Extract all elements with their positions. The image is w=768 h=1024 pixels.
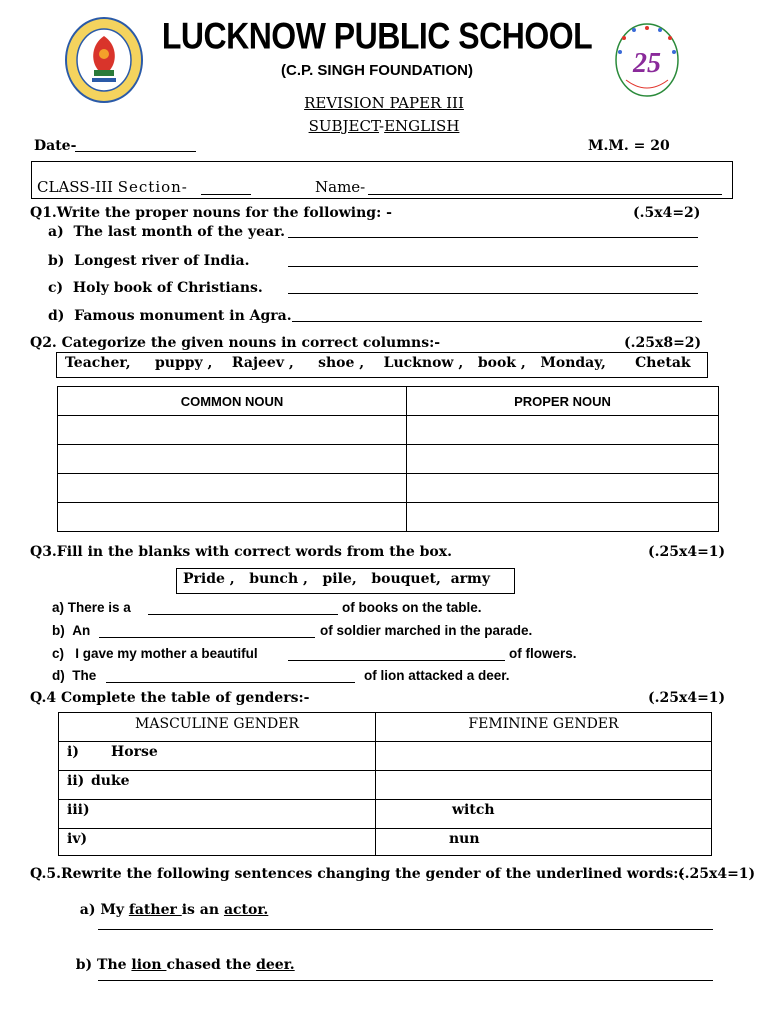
q5-b-prefix: b) The: [75, 957, 132, 973]
q4-masc-cell[interactable]: [59, 800, 376, 829]
q1-item-a: [48, 224, 285, 240]
q3-blank[interactable]: [288, 660, 505, 661]
class-text: CLASS-III: [37, 178, 113, 196]
subject-dash: -: [379, 117, 385, 135]
q4-fem-cell[interactable]: [376, 742, 712, 771]
q1-answer-line[interactable]: [288, 293, 698, 294]
section-blank[interactable]: [201, 194, 251, 195]
q3-letter: c): [52, 646, 65, 661]
q5-b-underlined-1: lion: [131, 957, 167, 973]
q1-prompt: Q1.Write the proper nouns for the following: -: [30, 205, 392, 221]
q4-masc-cell[interactable]: [59, 742, 376, 771]
q1-item-b: [48, 253, 249, 269]
q3-prompt: Q3.Fill in the blanks with correct words from the box.: [30, 544, 452, 560]
date-label: Date-: [34, 138, 77, 154]
q3-letter: d): [52, 668, 65, 683]
q3-item-b: [52, 623, 90, 638]
subject-line: [0, 117, 768, 135]
q4-masc-word: duke: [91, 773, 130, 789]
q5-a-mid: is an: [181, 902, 224, 918]
school-logo-left: [62, 14, 146, 106]
q1-item-text: Famous monument in Agra.: [74, 308, 292, 324]
q2-answer-cell[interactable]: [58, 474, 407, 503]
q2-answer-cell[interactable]: [58, 445, 407, 474]
q3-before: There is a: [67, 600, 131, 615]
q3-blank[interactable]: [106, 682, 355, 683]
q5-sentence-b: [66, 941, 295, 973]
q3-after: of soldier marched in the parade.: [320, 623, 533, 638]
q1-item-letter: c): [48, 280, 64, 296]
anniversary-logo-right: [612, 18, 682, 100]
q3-before: I gave my mother a beautiful: [75, 646, 258, 661]
q4-col-feminine-header: FEMININE GENDER: [376, 713, 712, 742]
q4-fem-cell[interactable]: nun: [376, 829, 712, 856]
q3-after: of books on the table.: [342, 600, 482, 615]
q5-b-mid: chased the: [166, 957, 257, 973]
q4-row-num: ii): [67, 773, 85, 789]
q5-marks: (.25x4=1): [678, 866, 756, 882]
q1-item-letter: a): [48, 224, 64, 240]
foundation-name: (C.P. SINGH FOUNDATION): [281, 62, 473, 79]
q2-marks: (.25x8=2): [624, 335, 702, 351]
q3-before: An: [72, 623, 91, 638]
q4-marks: (.25x4=1): [648, 690, 726, 706]
q1-item-text: Holy book of Christians.: [72, 280, 263, 296]
q1-item-text: The last month of the year.: [73, 224, 286, 240]
q5-b-underlined-2: deer.: [256, 957, 295, 973]
q4-row-num: i): [67, 744, 79, 760]
q3-after: of lion attacked a deer.: [364, 668, 510, 683]
q2-answer-cell[interactable]: [58, 416, 407, 445]
q1-item-letter: d): [48, 308, 65, 324]
q5-answer-line-a[interactable]: [98, 929, 713, 930]
subject-name: ENGLISH: [384, 117, 460, 135]
subject-prefix: SUBJECT: [308, 117, 380, 135]
q1-answer-line[interactable]: [292, 321, 702, 322]
q4-col-masculine-header: MASCULINE GENDER: [59, 713, 376, 742]
q3-blank[interactable]: [148, 614, 338, 615]
class-label: [37, 178, 188, 196]
q2-answer-cell[interactable]: [407, 416, 719, 445]
q1-item-text: Longest river of India.: [74, 253, 250, 269]
name-label: Name-: [315, 178, 366, 196]
q1-answer-line[interactable]: [288, 266, 698, 267]
q2-answer-cell[interactable]: [407, 445, 719, 474]
q3-after: of flowers.: [509, 646, 577, 661]
section-text: Section-: [117, 178, 188, 196]
q3-marks: (.25x4=1): [648, 544, 726, 560]
q4-fem-cell[interactable]: witch: [376, 800, 712, 829]
q4-fem-cell[interactable]: [376, 771, 712, 800]
q2-answer-cell[interactable]: [407, 503, 719, 532]
q3-words: Pride , bunch , pile, bouquet, army: [183, 571, 491, 587]
q1-item-d: [48, 308, 292, 324]
q4-gender-table: [58, 712, 712, 856]
q5-sentence-a: [70, 886, 268, 918]
name-blank[interactable]: [368, 194, 722, 195]
q3-item-a: [52, 600, 131, 615]
q5-a-underlined-2: actor.: [223, 902, 269, 918]
max-marks: M.M. = 20: [588, 138, 670, 154]
q2-noun-table: [57, 386, 719, 532]
date-blank[interactable]: [75, 151, 196, 152]
paper-title: REVISION PAPER III: [304, 94, 464, 112]
q3-letter: a): [52, 600, 65, 615]
q4-row-num: iii): [67, 802, 90, 818]
q2-col-common-header: COMMON NOUN: [58, 387, 407, 416]
q4-masc-word: Horse: [111, 744, 158, 760]
q5-prompt: Q.5.Rewrite the following sentences changing the gender of the underlined words:-: [30, 866, 685, 882]
q1-item-letter: b): [48, 253, 65, 269]
q3-letter: b): [52, 623, 65, 638]
q5-answer-line-b[interactable]: [98, 980, 713, 981]
q4-prompt: Q.4 Complete the table of genders:-: [30, 690, 310, 706]
q4-row-num: iv): [67, 831, 88, 847]
q2-answer-cell[interactable]: [407, 474, 719, 503]
q3-item-c: [52, 646, 258, 661]
q3-before: The: [72, 668, 97, 683]
svg-text:25: 25: [633, 48, 661, 79]
q1-item-c: [48, 280, 263, 296]
q2-answer-cell[interactable]: [58, 503, 407, 532]
q3-blank[interactable]: [99, 637, 315, 638]
q4-masc-cell[interactable]: [59, 829, 376, 856]
q1-marks: (.5x4=2): [633, 205, 701, 221]
q1-answer-line[interactable]: [288, 237, 698, 238]
q2-prompt: Q2. Categorize the given nouns in correct columns:-: [30, 335, 441, 351]
school-name: LUCKNOW PUBLIC SCHOOL: [161, 15, 593, 57]
q3-item-d: [52, 668, 96, 683]
q5-a-underlined-1: father: [128, 902, 182, 918]
q5-a-prefix: a) My: [79, 902, 129, 918]
q4-masc-cell[interactable]: [59, 771, 376, 800]
q2-col-proper-header: PROPER NOUN: [407, 387, 719, 416]
q2-words: Teacher, puppy , Rajeev , shoe , Lucknow , book , Monday, Chetak: [65, 355, 691, 371]
